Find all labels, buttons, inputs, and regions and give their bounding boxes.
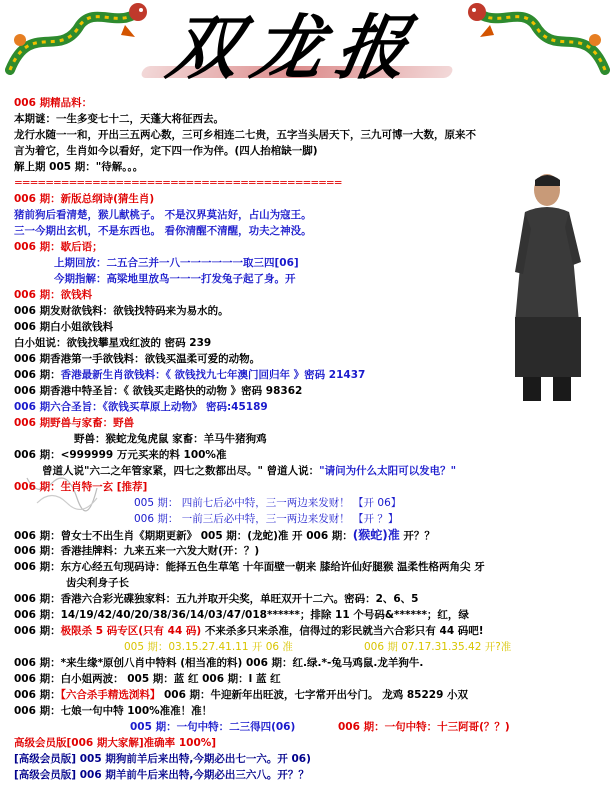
text-line: 006 期：一句中特：十三阿哥(？？) xyxy=(338,721,510,733)
text-line: 006 期：<999999 万元买来的料 100%准 xyxy=(14,449,227,461)
section-header xyxy=(14,415,134,431)
text-line: 白小姐说：欲钱找攀星戏红波的 密码 239 xyxy=(14,337,212,349)
issue-label: 006 期： xyxy=(14,241,61,253)
text-part: 曾道人说"六二之年管家紧，四七之数都出尽。" 曾道人说： xyxy=(42,465,320,477)
section-title: 新版总纲诗(猜生肖) xyxy=(60,193,155,205)
text-line: [高级会员版] 005 期狗前羊后来出特,今期必出七一六。开 06) xyxy=(14,753,311,765)
text-line: 006 期：香港挂牌料：九来五来一六发大财(开：？) xyxy=(14,545,260,557)
page-title: 双龙报 xyxy=(161,6,429,89)
text-line: 005 期：03.15.27.41.11 开 06 准 xyxy=(124,641,293,653)
section-title: 生肖特一玄 [推荐] xyxy=(60,481,148,493)
text-part: 不来杀多只来杀准，信得过的彩民就当六合彩只有 44 码吧! xyxy=(201,625,484,637)
issue-label: 006 期野兽与家畜： xyxy=(14,417,114,429)
text-line: 上期回放：二五合三并一八一一一一一一取三四[06] xyxy=(54,257,299,269)
section-header xyxy=(14,191,154,207)
text-highlight: "请问为什么太阳可以发电？" xyxy=(319,465,457,477)
text-line: 006 期：白小姐两波： 005 期：蓝 红 006 期：l 蓝 红 xyxy=(14,673,281,685)
issue-label: 006 期： xyxy=(14,481,61,493)
text-line: 言为着它，生肖如今以看好，定下四一作为伴。(四人抬棺缺一脚) xyxy=(14,145,318,157)
text-line: 解上期 005 期："待解。。。 xyxy=(14,161,144,173)
text-line xyxy=(14,623,484,639)
issue-label: 006 期： xyxy=(14,625,61,637)
section-header xyxy=(14,239,103,255)
text-line: 006 期：14/19/42/40/20/38/36/14/03/47/018******；排除 11 个号码&******；红，绿 xyxy=(14,609,469,621)
issue-label: 006 期六合圣旨： xyxy=(14,401,103,413)
text-line xyxy=(14,367,365,383)
text-line: 006 期：东方心经五句现码诗：能择五色生草笔 十年面壁一朝来 膝给许仙好腿猴 温柔性格两角尖 牙 xyxy=(14,561,485,573)
issue-label: 006 期： xyxy=(14,289,61,301)
text-line: 齿尖利身子长 xyxy=(66,577,129,589)
issue-label: 006 期： xyxy=(14,193,61,205)
text-line: 野兽：猴蛇龙兔虎鼠 家畜：羊马牛猪狗鸡 xyxy=(74,433,267,445)
text-line: 高级会员版[006 期大家解]准确率 100%] xyxy=(14,737,217,749)
header xyxy=(0,0,615,95)
text-highlight: 《欲钱买草原上动物》 密码:45189 xyxy=(102,401,268,413)
text-highlight: 极限杀 5 码专区(只有 44 码) xyxy=(60,625,202,637)
section-header xyxy=(14,287,92,303)
text-line xyxy=(42,463,456,479)
issue-label: 006 期： xyxy=(14,689,61,701)
text-part: 006 期：曾女士不出生肖《期期更新》 005 期：(龙蛇)准 开 006 期： xyxy=(14,530,353,542)
text-line: 005 期： 四前七后必中特，三一两边来发财！ 【开 06】 xyxy=(134,497,402,509)
text-line: 006 期 07.17.31.35.42 开?准 xyxy=(364,641,512,653)
text-highlight: 香港最新生肖欲钱料：《 欲钱找九七年澳门回归年 》密码 21437 xyxy=(60,369,366,381)
text-part: 开？？ xyxy=(399,530,435,542)
text-line: 006 期： 一前三后必中特，三一两边来发财！ 【开 ？】 xyxy=(134,513,399,525)
text-line: 本期谜：一生多变七十二，天蓬大将征西去。 xyxy=(14,113,224,125)
section-title: 歇后语； xyxy=(60,241,103,253)
text-line: 今期指解：高梁地里放鸟一一一打发兔子起了身。开 xyxy=(54,273,296,285)
text-line: 006 期：*来生缘*原创八肖中特料 (相当准的料) 006 期：红.绿.*-兔马鸡鼠.龙羊狗牛. xyxy=(14,657,424,669)
text-line: 006 期发财欲钱料：欲钱找特码来为易水的。 xyxy=(14,305,229,317)
text-line: [高级会员版] 006 期羊前牛后来出特,今期必出三六八。开？？ xyxy=(14,769,309,781)
text-part: 006 期：牛迎新年出旺波，七字常开出兮门。 龙鸡 85229 小双 xyxy=(160,689,469,701)
divider: ========================================== xyxy=(14,177,342,189)
section-title: 欲钱料 xyxy=(60,289,93,301)
text-highlight: 【六合杀手精选浏料】 xyxy=(60,689,161,701)
poem-line: 三一今期出玄机，不是东西也。 看你清醒不清醒，功夫之神没。 xyxy=(14,225,312,237)
issue-label: 006 期： xyxy=(14,369,61,381)
text-line xyxy=(14,527,435,543)
text-line: 006 期：香港六合彩光碟独家料：五九并取开尖奖，单旺双开十二六。密码：2、6、5 xyxy=(14,593,419,605)
man-portrait-icon xyxy=(495,172,600,407)
text-line: 006 期香港中特圣旨：《 欲钱买走路快的动物 》密码 98362 xyxy=(14,385,303,397)
text-line xyxy=(14,399,268,415)
dragon-right-icon xyxy=(465,0,615,85)
text-highlight: (猴蛇)准 xyxy=(352,528,400,542)
section-header xyxy=(14,479,147,495)
text-line: 005 期：一句中特：二三得四(06) xyxy=(130,721,296,733)
text-line: 006 期：七娘一句中特 100%准准！准！ xyxy=(14,705,213,717)
text-line: 龙行水随一一和，开出三五两心数，三可乡相连二七贵，五字当头居天下，三九可博一大数，原来不 xyxy=(14,129,476,141)
text-line: 006 期香港第一手欲钱料：欲钱买温柔可爱的动物。 xyxy=(14,353,261,365)
text-line xyxy=(14,687,468,703)
poem-line: 猪前狗后看清楚，猴儿献桃子。 不是汉界莫沾好，占山为寇王。 xyxy=(14,209,312,221)
section-title: 野兽 xyxy=(113,417,135,429)
section-header: 006 期精品料： xyxy=(14,97,93,109)
text-line: 006 期白小姐欲钱料 xyxy=(14,321,114,333)
